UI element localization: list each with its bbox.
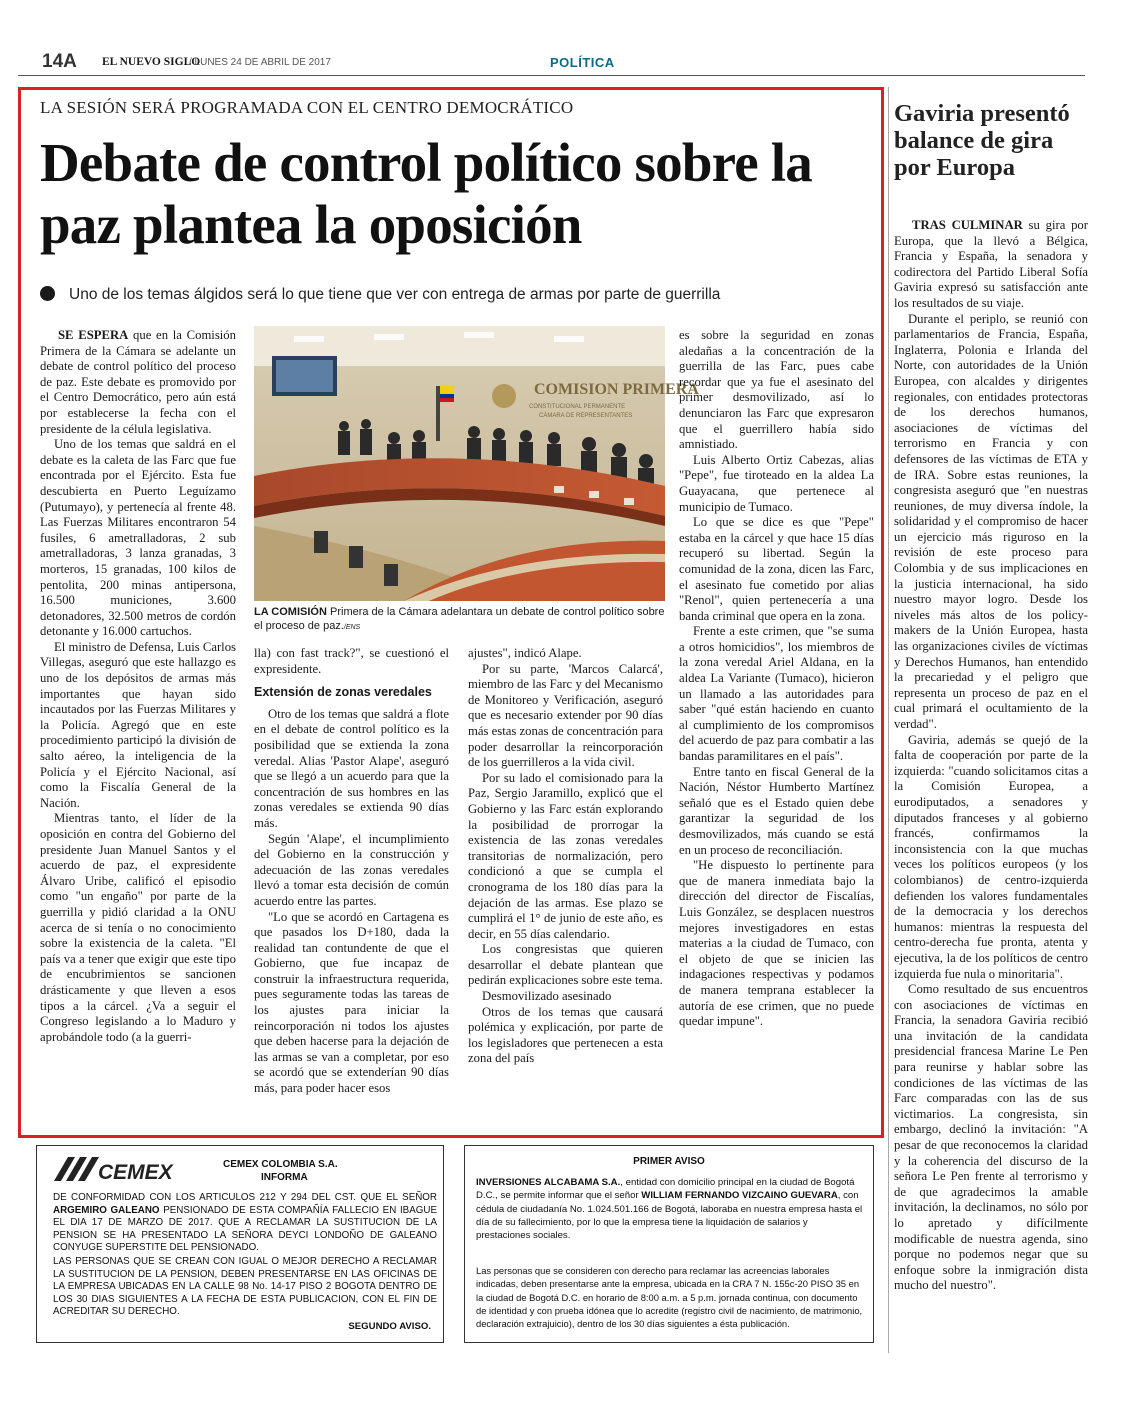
- article-deck: [40, 286, 880, 304]
- ad-paragraph-2: LAS PERSONAS QUE SE CREAN CON IGUAL O MEJOR DERECHO A RECLAMAR LA SUSTITUCION DE LA PENSION, DEBEN PRESENTARSE EN LAS OFICINAS DE LA EMPRESA UBICADAS EN LA CALLE 98 No. 14-17 PISO 2 BOGOTA DENTRO DE LOS 30 DIAS SIGUIENTES A LA FECHA DE ESTA PUBLICACION, CON EL FIN DE ACREDITAR SU DERECHO.: [53, 1256, 437, 1317]
- ad-company: [223, 1158, 338, 1184]
- paragraph-text: su gira por Europa, que la llevó a Bélgica, Francia y España, la senadora y codirectora del Partido Liberal Sofía Gaviria expresó su satisfacción ante los resultados de su viaje.: [894, 218, 1089, 310]
- paragraph: "He dispuesto lo pertinente para que de manera inmediata bajo la dirección del director de Fiscalías, Luis González, se desplacen nuestros mejores investigadores en estas materias a la ciudad de Tumaco, con el objeto de que se inicien las indagaciones respectivas y podamos de manera temprana establecer la autoría de ese crimen, que no puede quedar impune".: [679, 858, 874, 1029]
- article-kicker: LA SESIÓN SERÁ PROGRAMADA CON EL CENTRO DEMOCRÁTICO: [40, 98, 574, 117]
- logo-text: CEMEX: [98, 1161, 173, 1184]
- paragraph: "Lo que se acordó en Cartagena es que pasados los D+180, dada la realidad tan contundente de que el Gobierno, que fue incapaz de construir la infraestructura requerida, pues seguramente todas las tareas de los ajustes para iniciar la reincorporación ni todos los ajustes que deben hacerse para la dejación de las armas se van a completar, por eso se acordó que se extenderían 90 días más, para poder hacer esos: [254, 909, 449, 1096]
- paragraph: Uno de los temas que saldrá en el debate es la caleta de las Farc que fue encontrada por el Ejército. Esta fue descubierta en Puerto Leguízamo (Putumayo), y pertenecía al frente 48. Las Fuerzas Militares encontraron 54 fusiles, 6 ametralladoras, 2 sub ametralladoras, 3 lanza granadas, 3 morteros, 15 granadas, 100 kilos de pentolita, 200 minas antipersona, 16.500 municiones, 3.600 detonadores, 32.500 metros de cordón detonante y 16.000 cartuchos.: [40, 437, 236, 639]
- paragraph-text: que en la Comisión Primera de la Cámara se adelante un debate de control político del proceso de paz. Este debate es promovido por el Centro Democrático, pero aún está por establecerse la fecha con el presidente de la célula legislativa.: [40, 328, 236, 436]
- photo-sign-title: COMISION PRIMERA: [534, 381, 699, 398]
- paragraph: Frente a este crimen, que "se suma a otros homicidios", los miembros de la zona veredal Ariel Aldana, en la aldea La Variante (Tumaco), hicieron un llamado a las autoridades para saber "qué están haciendo en cuanto al cumplimiento de los compromisos del acuerdo de paz para combatir a las bandas paramilitares en el país".: [679, 624, 874, 764]
- cemex-notice: [36, 1145, 444, 1343]
- cemex-logo-icon: [48, 1153, 183, 1183]
- paragraph: [40, 328, 236, 437]
- paragraph: es sobre la seguridad en zonas aledañas a la concentración de la guerrilla de las Farc, pues cabe recordar que ya fue el asesinato del primer desmovilizado, así lo denunciaron las Farc que expresaron que el guerrillero había sido amnistiado.: [679, 328, 874, 452]
- paragraph: Entre tanto en fiscal General de la Nación, Néstor Humberto Martínez señaló que es el Estado quien debe garantizar la seguridad de los desmovilizados, más cuando se está en un proceso de reconciliación.: [679, 764, 874, 857]
- article-headline: Debate de control político sobre la paz plantea la oposición: [40, 132, 812, 255]
- ad-company-name: INVERSIONES ALCABAMA S.A.: [476, 1177, 621, 1188]
- paragraph: Por su lado el comisionado para la Paz, Sergio Jaramillo, explicó que el Gobierno y las Farc están explorando la posibilidad de prorrogar la existencia de las zonas veredales transitorias de normalización, pero condicionó a que se cumpla el cronograma de los 180 días para la dejación de las armas. Ese plazo se cumplirá el 1° de junio de este año, es decir, en 55 días calendario.: [468, 770, 663, 941]
- photo-caption: [254, 605, 665, 635]
- photo-credit: /ENS: [343, 624, 361, 631]
- sidebar-column: [894, 218, 1088, 1353]
- ad-header: PRIMER AVISO: [633, 1156, 705, 1167]
- subheading: Extensión de zonas veredales: [254, 685, 432, 700]
- page-number: 14A: [42, 51, 77, 72]
- lead-in: SE ESPERA: [58, 328, 129, 342]
- paragraph: Otro de los temas que saldrá a flote en el debate de control político es la posibilidad que se extienda la zona veredal. Alias 'Pastor Alape', aseguró que se llegó a un acuerdo para que la concentración de sus hombres en las zonas veredales se extienda 90 días más.: [254, 706, 449, 830]
- section-label: POLÍTICA: [550, 55, 615, 70]
- paragraph: ajustes", indicó Alape.: [468, 646, 582, 660]
- article-column-4: [679, 328, 874, 1136]
- caption-text: Primera de la Cámara adelantara un debate de control político sobre el proceso de paz.: [254, 606, 665, 632]
- article-column-2: [254, 646, 449, 1136]
- black-circle-bullet-icon: [40, 286, 55, 301]
- paragraph: Durante el periplo, se reunió con parlamentarios de Francia, España, Inglaterra, Polonia e Irlanda del Norte, con autoridades de la Unión Europea, con alcaldes y dirigentes regionales, con entidades protectoras de los derechos humanos, asociaciones de víctimas del terrorismo en Francia y con defensores de las víctimas de ETA y de IRA. Sobre estas reuniones, la congresista aseguró que "en nuestras reuniones, de muy diversa índole, la solidaridad y el compromiso de hacer un ejercicio más riguroso en la revisión de este proceso para Colombia y de sus implicaciones en la justicia internacional, ha sido nuestro mayor logro. Desde los niveles más altos de los policy-makers de la Unión Europea, hasta las organizaciones civiles de víctimas y Derechos Humanos, han entendido la precariedad y el peligro que representa un proceso de paz en el cual primará el ocultamiento de la verdad".: [894, 311, 1088, 731]
- ad-paragraph-2: Las personas que se consideren con derecho para reclamar las acreencias laborales indicadas, deben presentarse ante la empresa, ubicada en la CRA 7 N. 155c-20 PISO 35 en la ciudad de Bogotá D.C. en horario de 8:00 a.m. a 5 p.m. jornada continua, con documento de identidad y con prueba idónea que lo acredite (registro civil de nacimiento, de matrimonio, declaración extrajuicio), dentro de los 30 días siguientes a ésta publicación.: [476, 1265, 863, 1330]
- paragraph: Los congresistas que quieren desarrollar el debate plantean que pedirán explicaciones sobre este tema.: [468, 942, 663, 988]
- paragraph: Como resultado de sus encuentros con asociaciones de víctimas en Francia, la senadora Gaviria recibió una invitación de la candidata presidencial francesa Marine Le Pen para reunirse y hablar sobre las condiciones de las víctimas de las Farc comparadas con las de sus victimarios. La congresista, sin embargo, declinó la invitación: "A pesar de que reconocemos la claridad y la coherencia del discurso de la señora Le Pen frente al terrorismo y de que agradecimos la amable invitación, la declinamos, no sólo por lo apretado y difícilmente modificable de nuestra agenda, sino porque no podemos negar que su enfoque sobre la inmigración dista mucho del nuestro".: [894, 982, 1088, 1293]
- lead-in: TRAS CULMINAR: [912, 218, 1023, 232]
- article-photo: [254, 326, 699, 601]
- photo-sign-sub1: CONSTITUCIONAL PERMANENTE: [529, 404, 626, 410]
- paragraph: Otros de los temas que causará polémica y explicación, por parte de los legisladores que pertenecen a esta zona del país: [468, 1004, 663, 1066]
- article-column-1: [40, 328, 236, 1136]
- commission-photo-illustration: [254, 326, 699, 601]
- sidebar-divider: [888, 87, 889, 1353]
- caption-lead: LA COMISIÓN: [254, 606, 327, 618]
- ad-text: , con cédula de ciudadanía No. 1.024.501.166 de Bogotá, laboraba en nuestra empresa hasta el día de su fallecimiento, por lo que la empresa tiene la liquidación de salarios y prestaciones sociales.: [476, 1190, 863, 1242]
- article-column-3: [468, 646, 663, 1136]
- subheading-inline: Desmovilizado asesinado: [482, 989, 612, 1004]
- paragraph: [894, 218, 1088, 312]
- paragraph: El ministro de Defensa, Luis Carlos Villegas, aseguró que este hallazgo es uno de los depósitos de armas más importantes que hayan sido incautados por las Fuerzas Militares y la Policía. Agregó que en este procedimiento participó la división de salto aéreo, la inteligencia de la Policía y el Ejército Nacional, así como la Fiscalía General de la Nación.: [40, 639, 236, 810]
- paragraph: Mientras tanto, el líder de la oposición en contra del Gobierno del presidente Juan Manuel Santos y el acuerdo de paz, el expresidente Álvaro Uribe, calificó el episodio como "un engaño" por parte de la guerrilla y pidió claridad a la ONU acerca de si tenía o no conocimiento sobre la existencia de la caleta. "El país va a tener que exigir que este tipo de encubrimientos se sancionen drásticamente y que lleven a esos tipos a la cárcel. ¿Va a seguir el Congreso legislando a lo Maduro y aprobándole todo (a la guerri-: [40, 811, 236, 1044]
- ad-text: PENSIONADO DE ESTA COMPAÑÍA FALLECIO EN IBAGUE EL DIA 17 DE MARZO DE 2017. QUE A RECLAMAR LA SUSTITUCION DE LA PENSION SE HA PRESENTADO LA SEÑORA DEYCI LONDOÑO DE GALEANO CONYUGE SUPERSTITE DEL PENSIONADO.: [53, 1204, 437, 1253]
- ad-person-name: WILLIAM FERNANDO VIZCAINO GUEVARA: [641, 1190, 838, 1202]
- newspaper-name: EL NUEVO SIGLO: [102, 56, 201, 68]
- deck-text: Uno de los temas álgidos será lo que tiene que ver con entrega de armas por parte de guerrilla: [69, 286, 721, 303]
- paragraph: Lo que se dice es que "Pepe" estaba en la cárcel y que hace 15 días recuperó su libertad. Según la comunidad de la zona, dicen las Farc, el asesinato fue cometido por alias "Renol", quien pertenecería a una banda criminal que opera en la zona.: [679, 515, 874, 623]
- paragraph: lla) con fast track?", se cuestionó el expresidente.: [254, 646, 449, 676]
- folio-bar: [18, 50, 1085, 76]
- paragraph: Según 'Alape', el incumplimiento del Gobierno en la construcción y adecuación de las zonas veredales llevó a tomar esta decisión de común acuerdo entre las partes.: [254, 831, 449, 908]
- sidebar-headline: Gaviria presentó balance de gira por Europa: [894, 100, 1070, 181]
- ad-informa: INFORMA: [261, 1172, 308, 1183]
- alcabama-notice: [464, 1145, 874, 1343]
- ad-company-name: CEMEX COLOMBIA S.A.: [223, 1159, 338, 1170]
- ad-person-name: ARGEMIRO GALEANO: [53, 1204, 160, 1216]
- paragraph: Por su parte, 'Marcos Calarcá', miembro de las Farc y del Mecanismo de Monitoreo y Verificación, aseguró que es necesario extender por 90 días más estas zonas de concentración para poder desarrollar la reincorporación de los guerrilleros a la vida civil.: [468, 661, 663, 770]
- ad-paragraph-1: [53, 1192, 437, 1255]
- paragraph: Gaviria, además se quejó de la falta de cooperación por parte de la izquierda: "cuando solicitamos citas a la Comisión Europea, a eurodiputados, a senadores y diputados franceses y al gobierno francés, confirmamos la inconsistencia con la que muchas veces los políticos europeos (y los colombianos) de centro-izquierda defienden los valores fundamentales de la democracia y los derechos humanos: mientras la respuesta del centro-derecha fue pronta, atenta y ejecutiva, la de los políticos de centro izquierda fue nula o minoritaria".: [894, 732, 1088, 981]
- ad-paragraph-1: [476, 1176, 864, 1242]
- ad-footer: SEGUNDO AVISO.: [348, 1321, 431, 1332]
- ad-text: , entidad con domicilio principal en la ciudad de Bogotá D.C., se permite informar que el señor: [476, 1177, 855, 1202]
- photo-sign-sub2: CÁMARA DE REPRESENTANTES: [539, 413, 633, 419]
- issue-date: / LUNES 24 DE ABRIL DE 2017: [189, 57, 331, 68]
- ad-text: DE CONFORMIDAD CON LOS ARTICULOS 212 Y 294 DEL CST. QUE EL SEÑOR: [53, 1192, 437, 1203]
- paragraph: Luis Alberto Ortiz Cabezas, alias "Pepe", fue tiroteado en la aldea La Guayacana, que pertenece al municipio de Tumaco.: [679, 452, 874, 514]
